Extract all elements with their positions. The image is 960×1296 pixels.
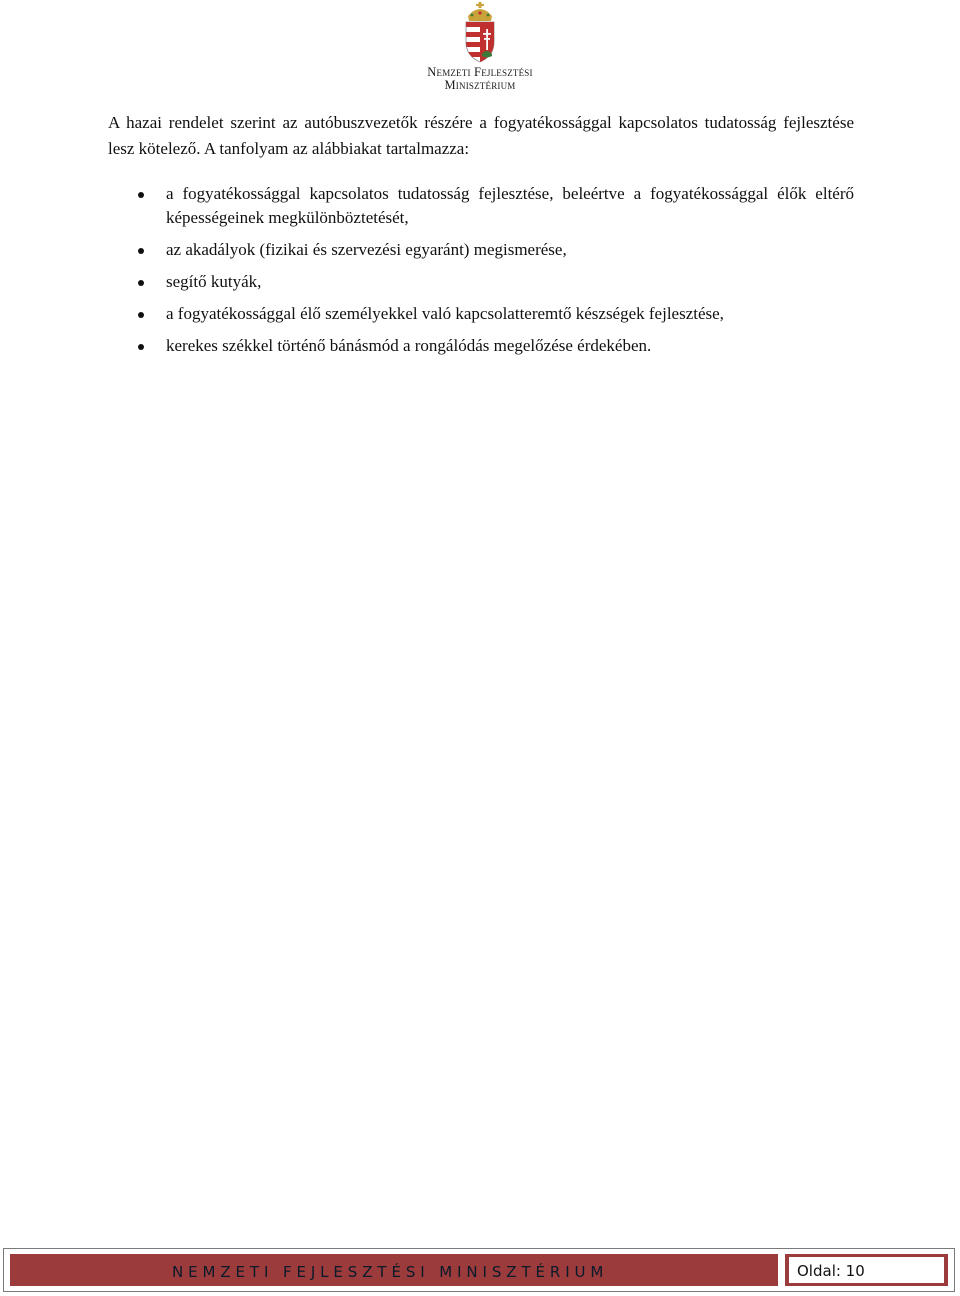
document-body: [108, 110, 854, 366]
bullet-icon: [138, 344, 144, 350]
ministry-name-line1: Nemzeti Fejlesztési: [427, 65, 533, 79]
intro-paragraph: A hazai rendelet szerint az autóbuszvezetők részére a fogyatékossággal kapcsolatos tudatosság fejlesztése lesz kötelező. A tanfolyam az alábbiakat tartalmazza:: [108, 113, 854, 158]
ministry-logo: [400, 0, 560, 96]
list-item-text: kerekes székkel történő bánásmód a rongálódás megelőzése érdekében.: [166, 336, 652, 355]
bullet-icon: [138, 248, 144, 254]
bullet-icon: [138, 280, 144, 286]
ministry-name: [400, 66, 560, 92]
ministry-name-line2: Minisztérium: [444, 78, 516, 92]
page-footer: [3, 1248, 955, 1292]
footer-ministry-title: NEMZETI FEJLESZTÉSI MINISZTÉRIUM: [172, 1263, 609, 1281]
hungarian-coat-of-arms-icon: [462, 2, 498, 64]
bullet-icon: [138, 312, 144, 318]
footer-title-band: [10, 1254, 778, 1286]
list-item: [108, 302, 854, 326]
bullet-icon: [138, 192, 144, 198]
list-item: [108, 334, 854, 358]
list-item: [108, 238, 854, 262]
list-item-text: a fogyatékossággal kapcsolatos tudatosság fejlesztése, beleértve a fogyatékossággal élők eltérő képességeinek megkülönböztetését,: [166, 184, 854, 227]
page-number: Oldal: 10: [797, 1262, 865, 1280]
list-item-text: a fogyatékossággal élő személyekkel való kapcsolatteremtő készségek fejlesztése,: [166, 304, 724, 323]
course-content-list: [108, 182, 854, 358]
list-item-text: segítő kutyák,: [166, 272, 262, 291]
page-number-box: [789, 1257, 944, 1283]
list-item: [108, 270, 854, 294]
footer-page-box: [785, 1254, 948, 1286]
list-item-text: az akadályok (fizikai és szervezési egyaránt) megismerése,: [166, 240, 567, 259]
list-item: [108, 182, 854, 230]
